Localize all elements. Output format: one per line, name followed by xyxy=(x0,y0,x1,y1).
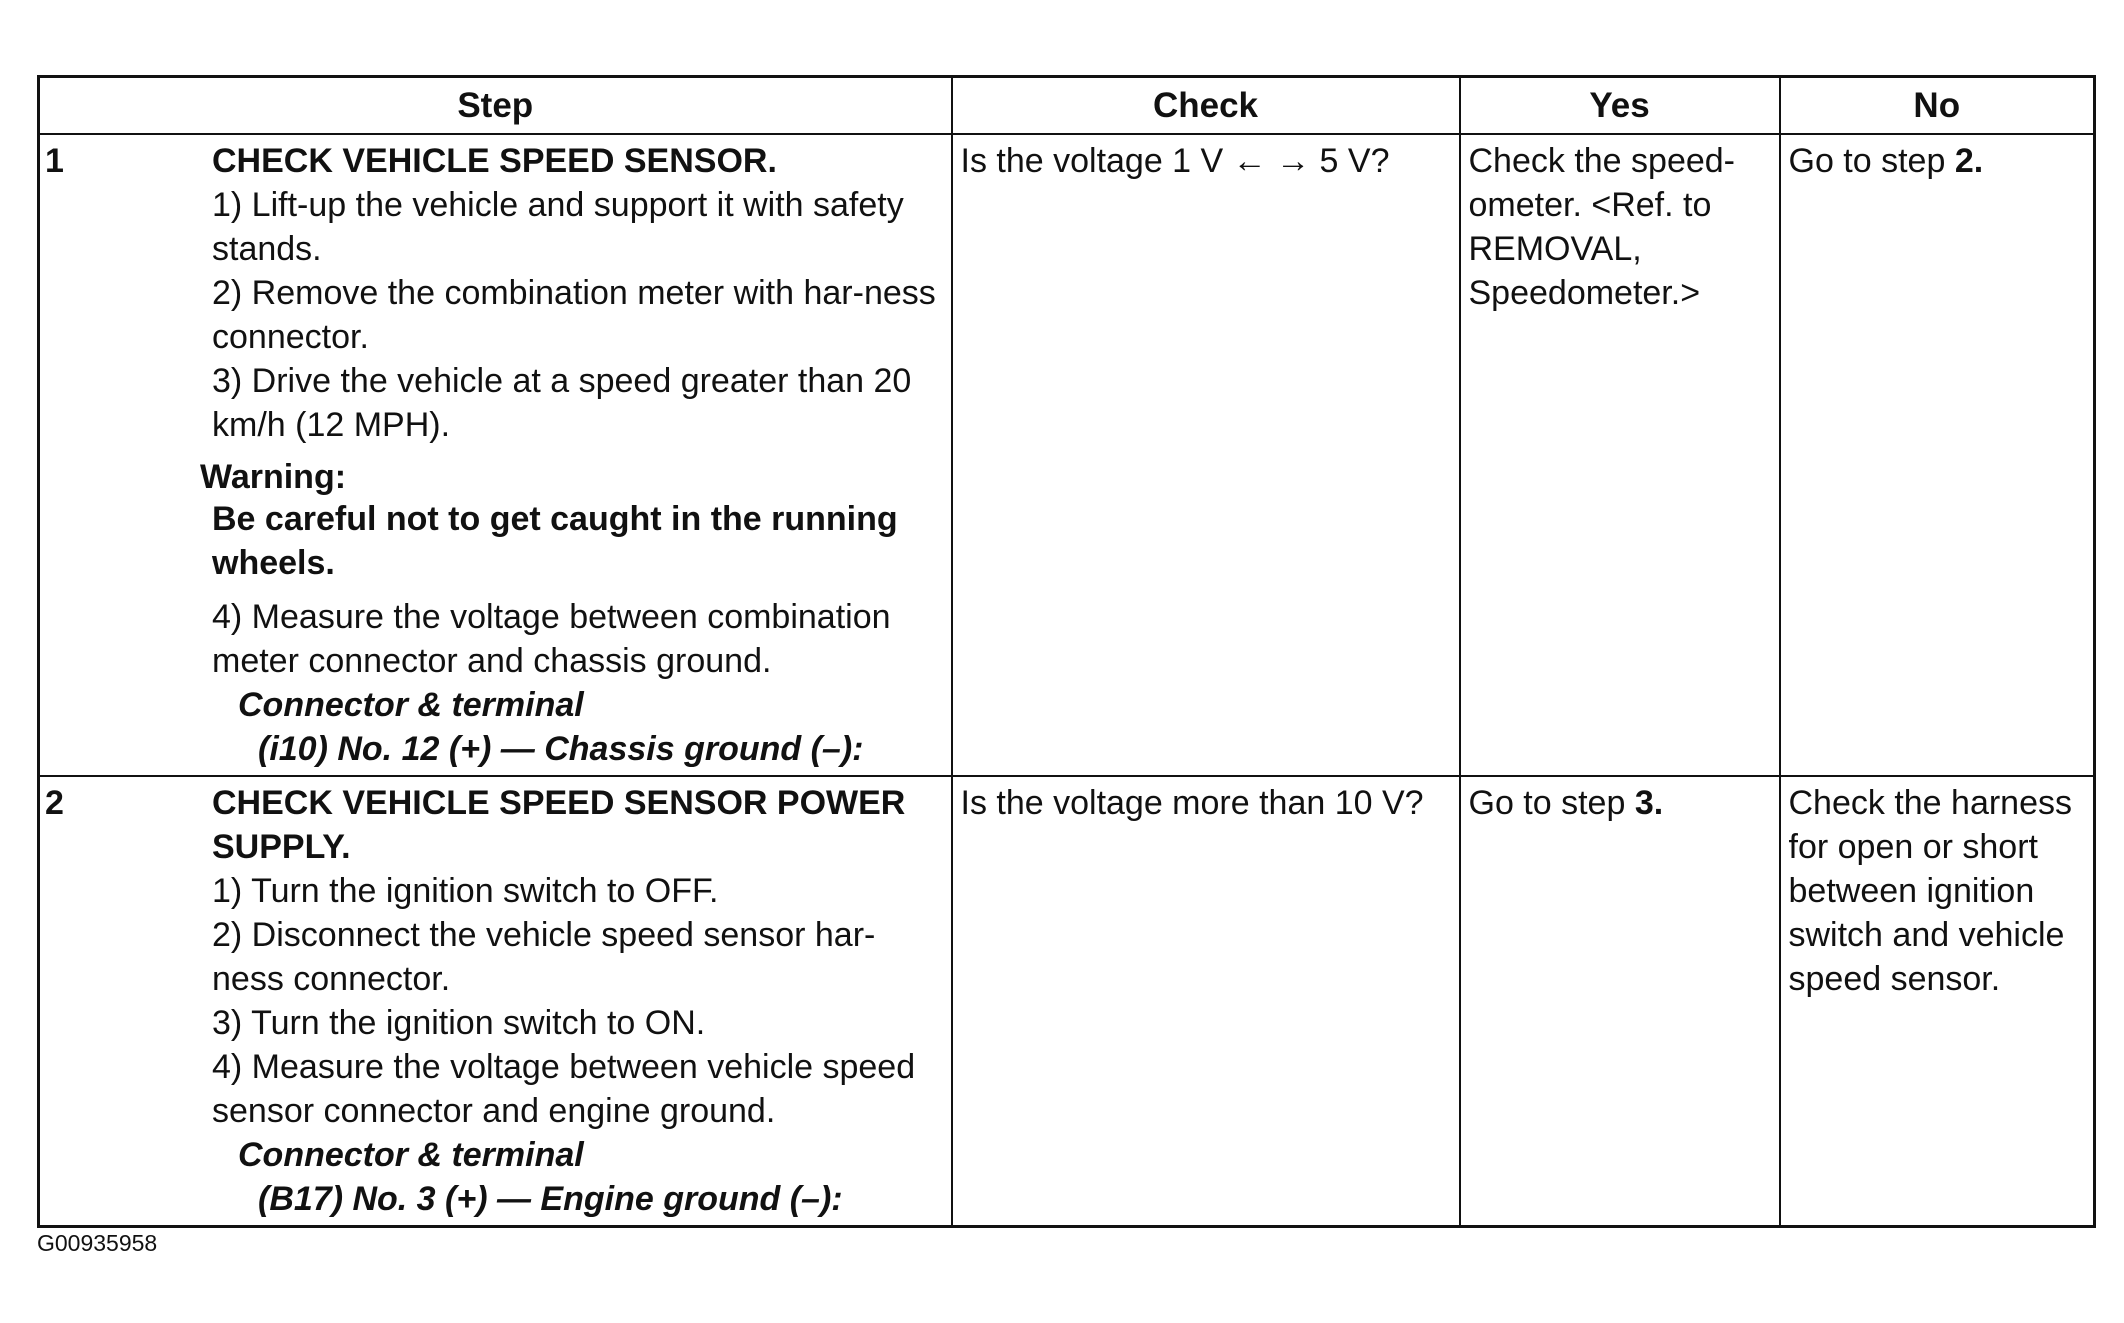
step-cell xyxy=(39,776,952,1227)
connector-spec: (B17) No. 3 (+) — Engine ground (–): xyxy=(258,1180,843,1218)
substep: 4) Measure the voltage between vehicle speed sensor connector and engine ground. xyxy=(212,1048,916,1130)
connector-title: Connector & terminal xyxy=(238,686,584,724)
warning-label: Warning: xyxy=(200,458,347,496)
check-cell xyxy=(952,134,1460,776)
warning-text: Be careful not to get caught in the running wheels. xyxy=(212,500,898,582)
no-action: Check the harness for open or short between ignition switch and vehicle speed sensor. xyxy=(1788,784,2072,998)
yes-action: Check the speed-ometer. <Ref. to REMOVAL, Speedometer.> xyxy=(1468,142,1735,312)
substep: 4) Measure the voltage between combination meter connector and chassis ground. xyxy=(212,598,891,680)
substep: 2) Disconnect the vehicle speed sensor har-ness connector. xyxy=(212,916,876,998)
document-id: G00935958 xyxy=(37,1230,158,1256)
diagnostic-table-container xyxy=(37,75,2093,1218)
table-header-row xyxy=(39,77,2095,135)
step-title: CHECK VEHICLE SPEED SENSOR. xyxy=(212,142,777,180)
header-check: Check xyxy=(952,77,1460,135)
yes-cell xyxy=(1460,134,1780,776)
diagnostic-table xyxy=(37,75,2096,1228)
substep: 1) Turn the ignition switch to OFF. xyxy=(212,872,719,910)
substep: 3) Drive the vehicle at a speed greater than 20 km/h (12 MPH). xyxy=(212,362,912,444)
substep: 3) Turn the ignition switch to ON. xyxy=(212,1004,706,1042)
yes-cell xyxy=(1460,776,1780,1227)
step-cell xyxy=(39,134,952,776)
no-action-prefix: Go to step xyxy=(1788,142,1955,180)
step-number: 1 xyxy=(45,142,64,180)
no-cell xyxy=(1780,776,2095,1227)
no-cell xyxy=(1780,134,2095,776)
yes-action-step: 3. xyxy=(1634,784,1664,822)
connector-spec: (i10) No. 12 (+) — Chassis ground (–): xyxy=(258,730,864,768)
table-row xyxy=(39,776,2095,1227)
step-title: CHECK VEHICLE SPEED SENSOR POWER SUPPLY. xyxy=(212,784,906,866)
step-number: 2 xyxy=(45,784,64,822)
table-row xyxy=(39,134,2095,776)
check-question: Is the voltage 1 V ← → 5 V? xyxy=(960,142,1390,180)
connector-title: Connector & terminal xyxy=(238,1136,584,1174)
no-action-step: 2. xyxy=(1954,142,1984,180)
header-step: Step xyxy=(39,77,952,135)
check-question: Is the voltage more than 10 V? xyxy=(960,784,1424,822)
check-cell xyxy=(952,776,1460,1227)
header-no: No xyxy=(1780,77,2095,135)
substep: 2) Remove the combination meter with har-ness connector. xyxy=(212,274,936,356)
substep: 1) Lift-up the vehicle and support it with safety stands. xyxy=(212,186,904,268)
yes-action-prefix: Go to step xyxy=(1468,784,1635,822)
header-yes: Yes xyxy=(1460,77,1780,135)
